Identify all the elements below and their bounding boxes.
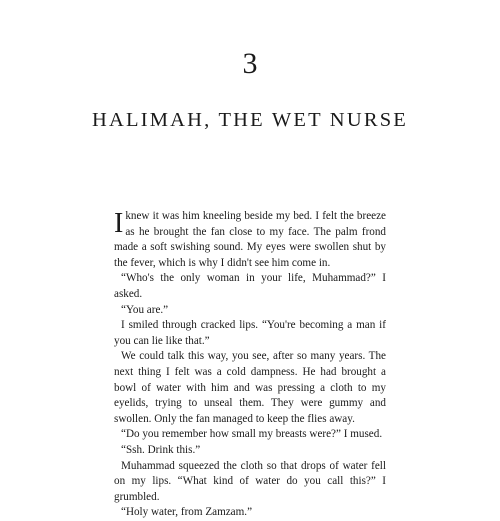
paragraph-1 — [114, 209, 386, 271]
chapter-body — [114, 209, 386, 521]
paragraph-5: We could talk this way, you see, after so many years. The next thing I felt was a cold dampness. He had brought a bowl of water with him and was pressing a cloth to my eyelids, trying to unseal them. They were gummy and swollen. Only the fan managed to keep the flies away. — [114, 350, 386, 425]
chapter-number: 3 — [242, 47, 258, 80]
paragraph-4: I smiled through cracked lips. “You're becoming a man if you can lie like that.” — [114, 319, 386, 347]
chapter-title: HALIMAH, THE WET NURSE — [91, 109, 409, 131]
paragraph-2: “Who's the only woman in your life, Muhammad?” I asked. — [114, 272, 386, 300]
paragraph-1-text: knew it was him kneeling beside my bed. I felt the breeze as he brought the fan close to my face. The palm frond made a soft swishing sound. My eyes were swollen shut by the fever, which is why I didn't see him come in. — [114, 210, 386, 269]
paragraph-6: “Do you remember how small my breasts were?” I mused. — [121, 428, 383, 441]
drop-cap: I — [114, 208, 124, 239]
paragraph-9: “Holy water, from Zamzam.” — [121, 506, 253, 519]
paragraph-7: “Ssh. Drink this.” — [121, 443, 201, 456]
paragraph-3: “You are.” — [121, 303, 169, 316]
paragraph-8: Muhammad squeezed the cloth so that drops of water fell on my lips. “What kind of water do you call this?” I grumbled. — [114, 459, 386, 503]
